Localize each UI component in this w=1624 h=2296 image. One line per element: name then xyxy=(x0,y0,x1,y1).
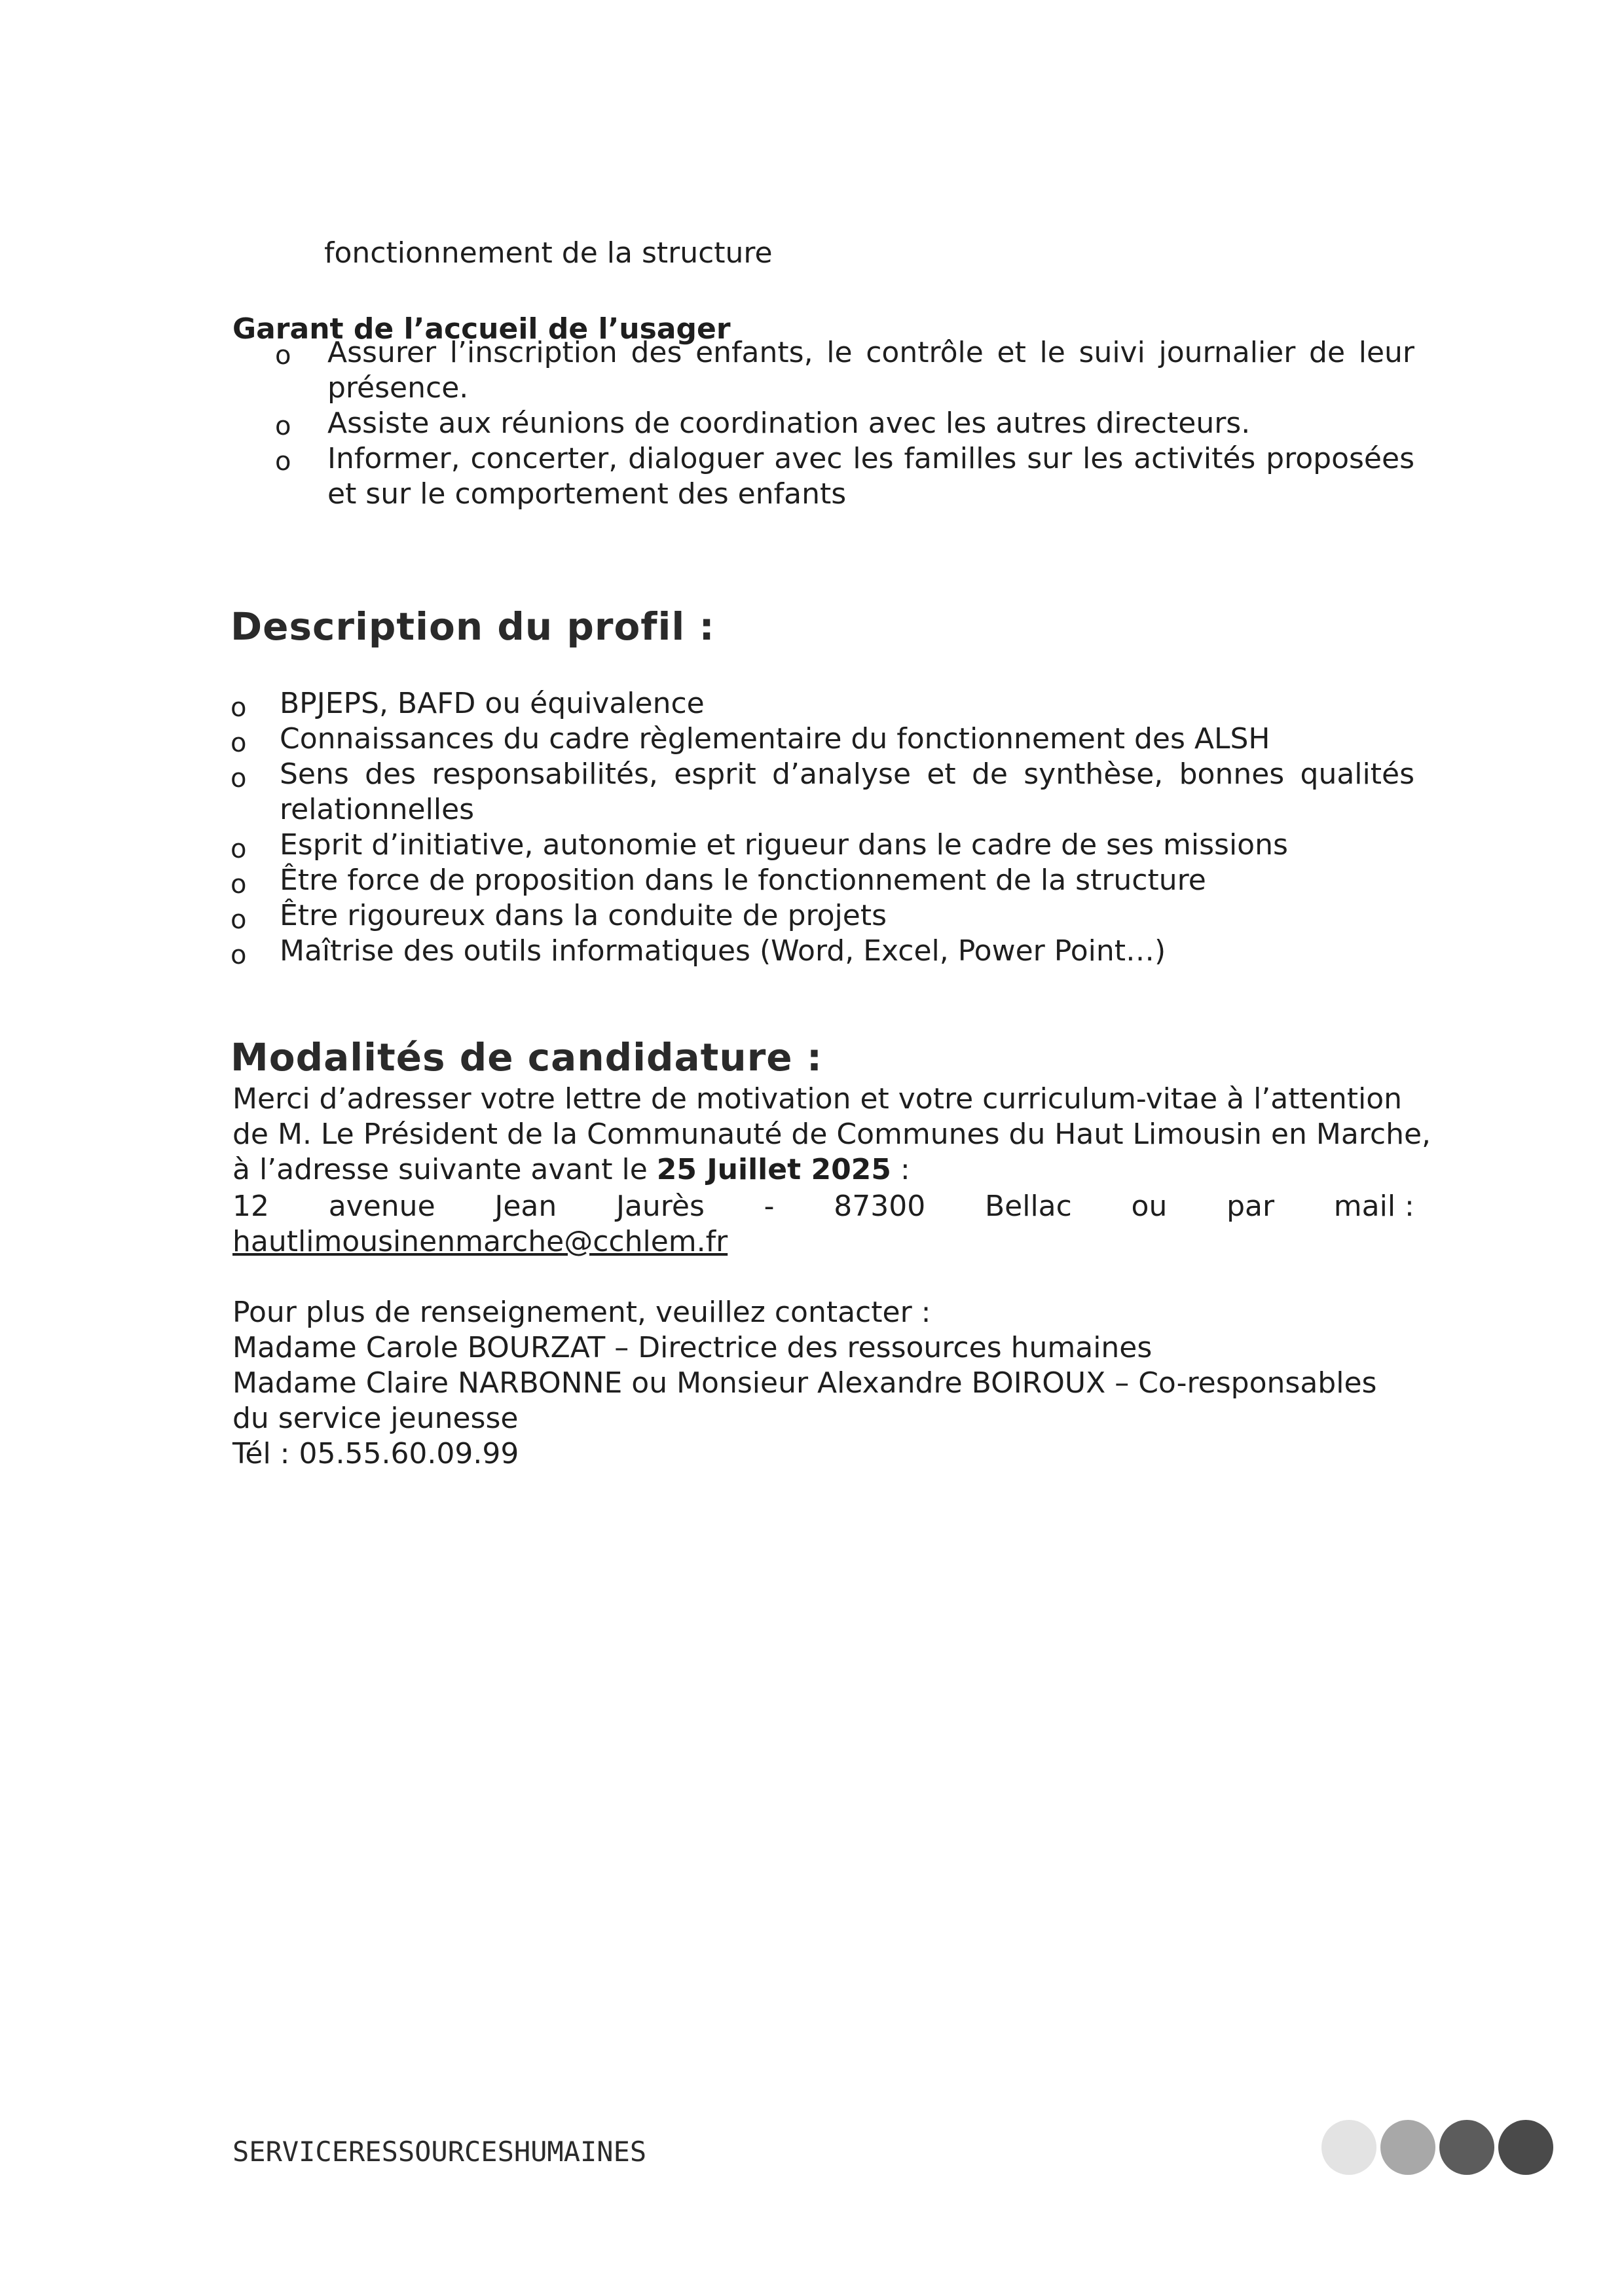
contact-jeunesse-line-2: du service jeunesse xyxy=(232,1402,519,1435)
list-item xyxy=(231,934,1414,969)
list-item xyxy=(231,686,1414,721)
bullet-icon: o xyxy=(231,728,247,758)
contact-phone: Tél : 05.55.60.09.99 xyxy=(232,1437,519,1470)
footer-dot-4 xyxy=(1498,2120,1553,2175)
deadline-date: 25 Juillet 2025 xyxy=(656,1153,891,1186)
list-item-text: Maîtrise des outils informatiques (Word, Excel, Power Point…) xyxy=(280,934,1166,968)
profil-list xyxy=(231,686,1414,969)
bullet-icon: o xyxy=(231,905,247,935)
address-word: avenue xyxy=(328,1190,435,1223)
address-word: - xyxy=(764,1190,775,1223)
contact-intro: Pour plus de renseignement, veuillez contacter : xyxy=(232,1296,931,1329)
list-item xyxy=(231,721,1414,757)
usager-list xyxy=(275,335,1414,512)
list-item xyxy=(275,441,1414,512)
address-word: Jaurès xyxy=(616,1190,705,1223)
intro-line: fonctionnement de la structure xyxy=(324,236,773,270)
list-item-text: Assurer l’inscription des enfants, le contrôle et le suivi journalier de leur présence. xyxy=(327,336,1414,405)
address-word: mail : xyxy=(1333,1190,1414,1223)
address-word: Bellac xyxy=(984,1190,1072,1223)
list-item-text: Être force de proposition dans le fonctionnement de la structure xyxy=(280,864,1206,897)
address-word: ou xyxy=(1131,1190,1168,1223)
candidature-line-1: Merci d’adresser votre lettre de motivation et votre curriculum-vitae à l’attention xyxy=(232,1082,1402,1116)
email-line xyxy=(232,1224,728,1260)
candidature-heading: Modalités de candidature : xyxy=(231,1035,823,1080)
list-item xyxy=(231,863,1414,898)
list-item xyxy=(275,335,1414,406)
list-item xyxy=(231,898,1414,934)
footer-dot-2 xyxy=(1380,2120,1435,2175)
footer-service-label: SERVICERESSOURCESHUMAINES xyxy=(232,2136,647,2168)
bullet-icon: o xyxy=(275,411,291,441)
candidature-line-3 xyxy=(232,1152,910,1188)
footer-dot-1 xyxy=(1321,2120,1376,2175)
address-word: 87300 xyxy=(834,1190,926,1223)
list-item-text: Esprit d’initiative, autonomie et rigueur dans le cadre de ses missions xyxy=(280,828,1288,862)
deadline-prefix: à l’adresse suivante avant le xyxy=(232,1153,657,1186)
contact-jeunesse-line-1: Madame Claire NARBONNE ou Monsieur Alexandre BOIROUX – Co-responsables xyxy=(232,1366,1377,1400)
profil-heading: Description du profil : xyxy=(231,604,715,649)
address-line xyxy=(232,1189,1414,1224)
bullet-icon: o xyxy=(231,834,247,864)
footer-dot-3 xyxy=(1439,2120,1494,2175)
list-item xyxy=(231,828,1414,863)
candidature-line-2: de M. Le Président de la Communauté de Communes du Haut Limousin en Marche, xyxy=(232,1118,1431,1151)
usager-heading: Garant de l’accueil de l’usager xyxy=(232,312,731,346)
bullet-icon: o xyxy=(231,940,247,970)
address-word: par xyxy=(1227,1190,1275,1223)
bullet-icon: o xyxy=(231,763,247,793)
deadline-suffix: : xyxy=(891,1153,910,1186)
list-item xyxy=(275,406,1414,441)
footer-dots-logo xyxy=(1316,2115,1565,2180)
email-link[interactable]: hautlimousinenmarche@cchlem.fr xyxy=(232,1225,728,1258)
list-item-text: Informer, concerter, dialoguer avec les familles sur les activités proposées et sur le comportement des enfants xyxy=(327,442,1414,511)
bullet-icon: o xyxy=(231,693,247,723)
bullet-icon: o xyxy=(275,340,291,371)
address-word: Jean xyxy=(494,1190,557,1223)
list-item-text: Sens des responsabilités, esprit d’analyse et de synthèse, bonnes qualités relationnelles xyxy=(280,757,1414,826)
list-item-text: Connaissances du cadre règlementaire du fonctionnement des ALSH xyxy=(280,722,1270,756)
bullet-icon: o xyxy=(275,446,291,477)
list-item-text: BPJEPS, BAFD ou équivalence xyxy=(280,687,705,720)
address-word: 12 xyxy=(232,1190,269,1223)
list-item-text: Assiste aux réunions de coordination avec les autres directeurs. xyxy=(327,407,1251,440)
list-item xyxy=(231,757,1414,828)
list-item-text: Être rigoureux dans la conduite de projets xyxy=(280,899,887,932)
bullet-icon: o xyxy=(231,869,247,900)
contact-rh: Madame Carole BOURZAT – Directrice des ressources humaines xyxy=(232,1331,1153,1364)
